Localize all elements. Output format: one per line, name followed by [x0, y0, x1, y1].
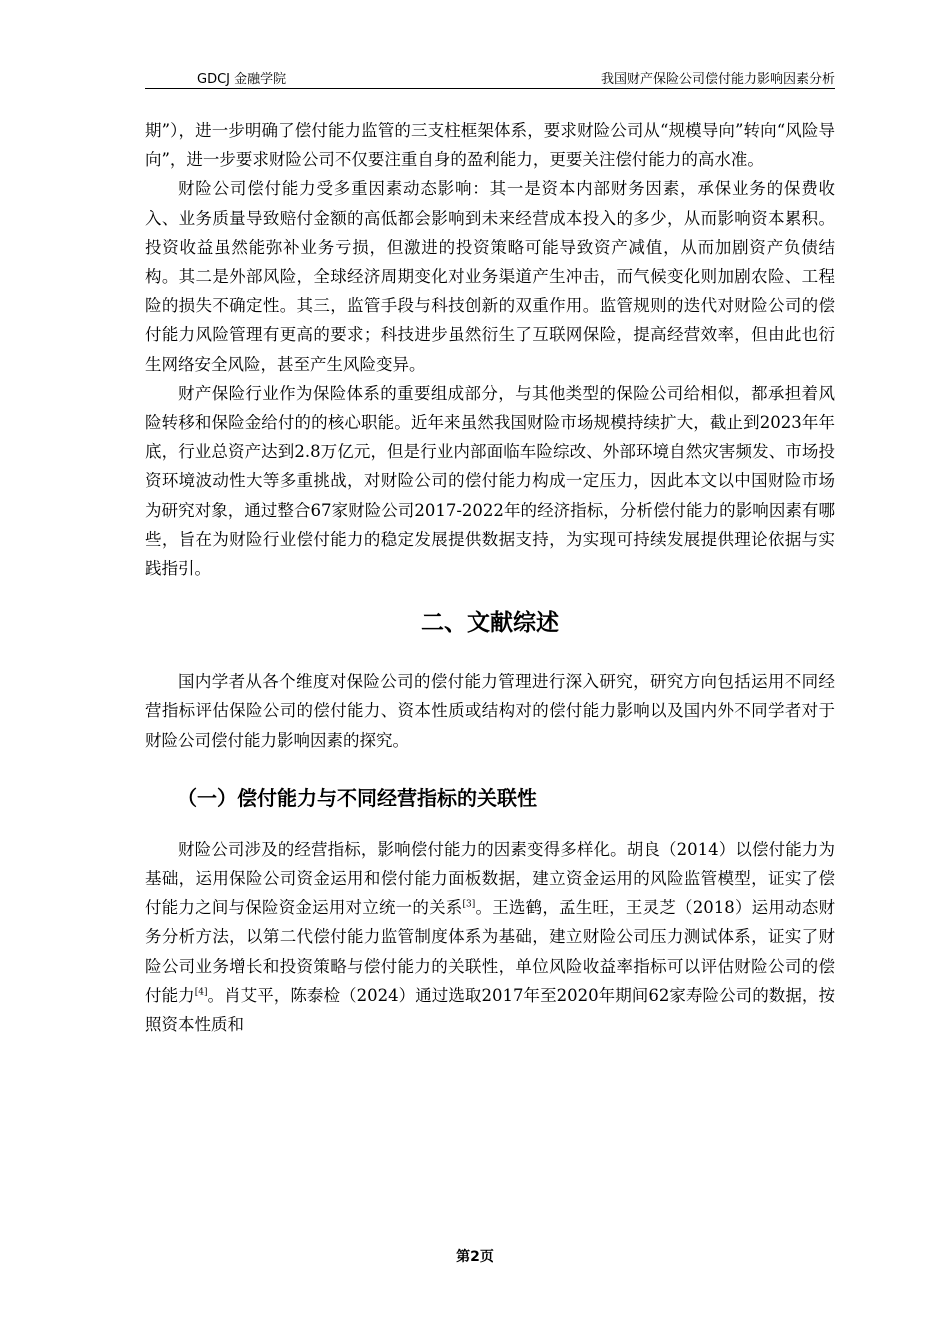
- page-header: [145, 66, 835, 89]
- body-text: [145, 116, 835, 1039]
- paragraph-operating-indicators: [145, 835, 835, 1039]
- header-institution: GDCJ 金融学院: [197, 72, 287, 87]
- paragraph-text-part-3: 。肖艾平，陈泰检（2024）通过选取2017年至2020年期间62家寿险公司的数据，按照资本性质和: [145, 985, 835, 1035]
- paragraph-literature-intro: 国内学者从各个维度对保险公司的偿付能力管理进行深入研究，研究方向包括运用不同经营指标评估保险公司的偿付能力、资本性质或结构对的偿付能力影响以及国内外不同学者对于财险公司偿付能力影响因素的探究。: [145, 672, 835, 750]
- citation-ref-4: [4]: [194, 987, 208, 998]
- paragraph-industry-background: 财产保险行业作为保险体系的重要组成部分，与其他类型的保险公司给相似，都承担着风险转移和保险金给付的的核心职能。近年来虽然我国财险市场规模持续扩大，截止到2023年年底，行业总资产达到2.8万亿元，但是行业内部面临车险综改、外部环境自然灾害频发、市场投资环境波动性大等多重挑战，对财险公司的偿付能力构成一定压力，因此本文以中国财险市场为研究对象，通过整合67家财险公司2017-2022年的经济指标，分析偿付能力的影响因素有哪些，旨在为财险行业偿付能力的稳定发展提供数据支持，为实现可持续发展提供理论依据与实践指引。: [145, 383, 835, 579]
- paragraph-text-part-2: 。王选鹤，孟生旺，王灵芝（2018）运用动态财务分析方法，以第二代偿付能力监管制度体系为基础，建立财险公司压力测试体系，证实了财险公司业务增长和投资策略与偿付能力的关联性，单位风险收益率指标可以评估财险公司的偿付能力: [145, 898, 836, 1005]
- paragraph-continued: 期”），进一步明确了偿付能力监管的三支柱框架体系，要求财险公司从“规模导向”转向“风险导向”，进一步要求财险公司不仅要注重自身的盈利能力，更要关注偿付能力的高水准。: [145, 121, 835, 170]
- citation-ref-3: [3]: [462, 899, 476, 910]
- paragraph-influence-factors: 财险公司偿付能力受多重因素动态影响：其一是资本内部财务因素，承保业务的保费收入、业务质量导致赔付金额的高低都会影响到未来经营成本投入的多少，从而影响资本累积。投资收益虽然能弥补业务亏损，但激进的投资策略可能导致资产减值，从而加剧资产负债结构。其二是外部风险，全球经济周期变化对业务渠道产生冲击，而气候变化则加剧农险、工程险的损失不确定性。其三，监管手段与科技创新的双重作用。监管规则的迭代对财险公司的偿付能力风险管理有更高的要求；科技进步虽然衍生了互联网保险，提高经营效率，但由此也衍生网络安全风险，甚至产生风险变异。: [145, 179, 835, 374]
- subsection-heading-operating-indicators: （一）偿付能力与不同经营指标的关联性: [177, 785, 537, 810]
- section-heading-literature-review: 二、文献综述: [421, 610, 559, 637]
- page-number: 第2页: [456, 1249, 494, 1265]
- header-paper-title: 我国财产保险公司偿付能力影响因素分析: [600, 72, 835, 87]
- paragraph-text-part-1: 财险公司涉及的经营指标，影响偿付能力的因素变得多样化。胡良（2014）以偿付能力为基础，运用保险公司资金运用和偿付能力面板数据，建立资金运用的风险监管模型，证实了偿付能力之间与保险资金运用对立统一的关系: [145, 839, 835, 918]
